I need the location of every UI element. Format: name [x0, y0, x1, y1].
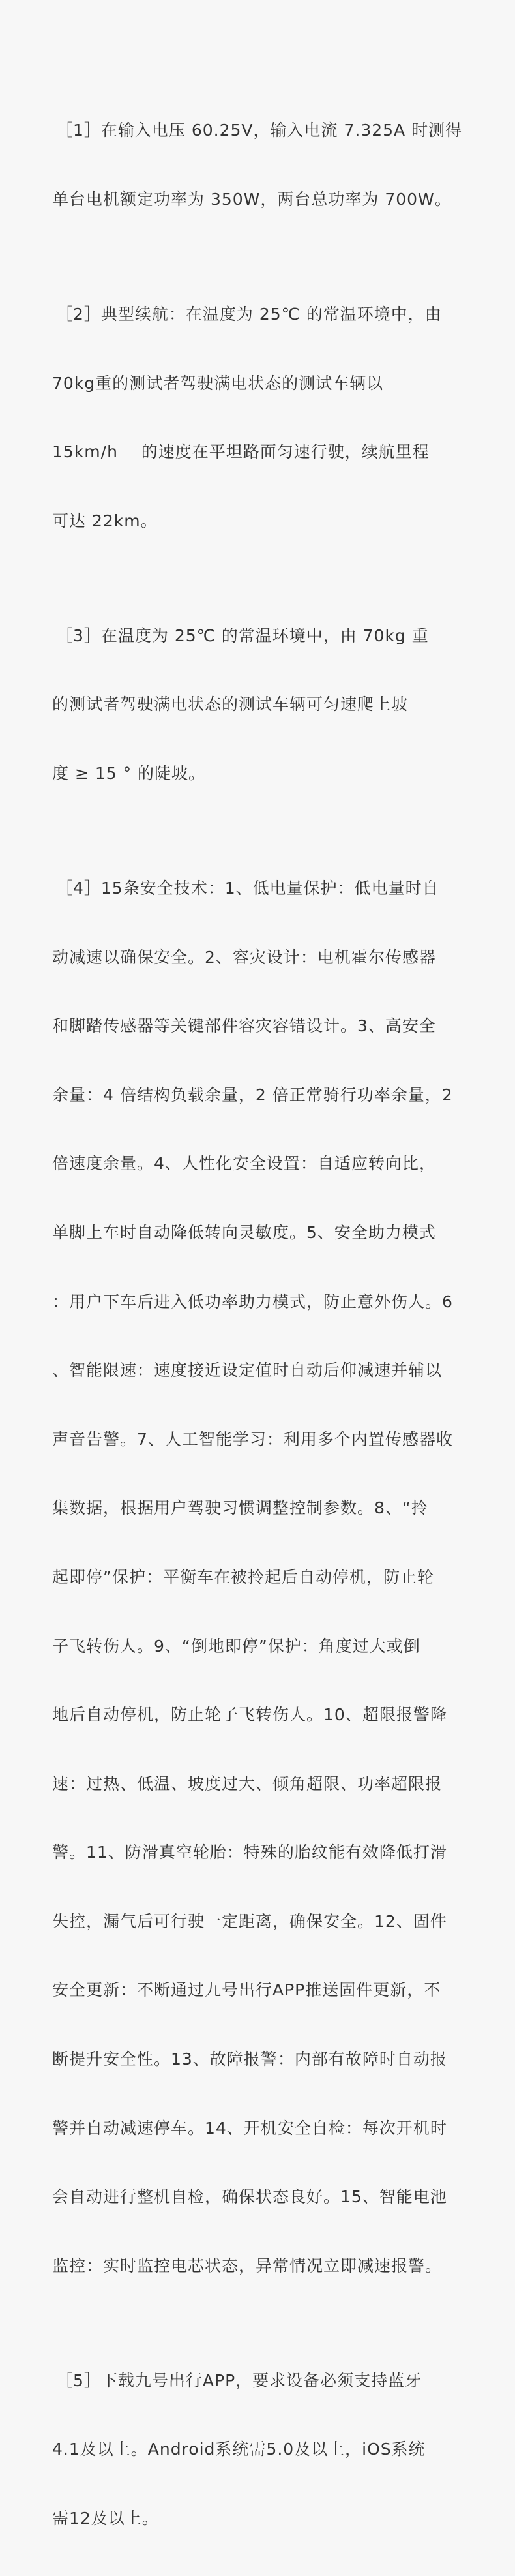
footnote-line: 倍速度余量。4、人性化安全设置：自适应转向比，: [52, 1154, 436, 1174]
footnote-1: [52, 73, 495, 257]
footnote-5: [52, 2323, 495, 2575]
footnote-line: 动减速以确保安全。2、容灾设计：电机霍尔传感器: [52, 947, 436, 967]
footnote-line: 需12及以上。: [52, 2509, 159, 2528]
footnote-line: 15km/h 的速度在平坦路面匀速行驶，续航里程: [52, 442, 430, 462]
footnote-line: 起即停”保护：平衡车在被拎起后自动停机，防止轮: [52, 1567, 434, 1586]
footnote-line: 70kg重的测试者驾驶满电状态的测试车辆以: [52, 373, 384, 393]
footnote-line: 地后自动停机，防止轮子飞转伤人。10、超限报警降: [52, 1705, 447, 1725]
footnote-line: 监控：实时监控电芯状态，异常情况立即减速报警。: [52, 2256, 443, 2275]
footnote-line: 4.1及以上。Android系统需5.0及以上，iOS系统: [52, 2440, 426, 2459]
footnote-line: ［5］下载九号出行APP，要求设备必须支持蓝牙: [56, 2371, 422, 2390]
footnote-line: ［1］在输入电压 60.25V，输入电流 7.325A 时测得: [56, 121, 463, 140]
footnote-line: 单脚上车时自动降低转向灵敏度。5、安全助力模式: [52, 1222, 436, 1242]
footnote-line: 余量：4 倍结构负载余量，2 倍正常骑行功率余量，2: [52, 1085, 453, 1104]
footnote-line: 集数据，根据用户驾驶习惯调整控制参数。8、“拎: [52, 1498, 428, 1518]
footnote-line: 可达 22km。: [52, 511, 158, 530]
footnote-line: 警并自动减速停车。14、开机安全自检：每次开机时: [52, 2118, 447, 2138]
footnote-3: [52, 578, 495, 830]
footnote-line: 声音告警。7、人工智能学习：利用多个内置传感器收: [52, 1429, 453, 1449]
footnote-line: 度 ≥ 15 ° 的陡坡。: [52, 763, 206, 783]
footnote-line: ［3］在温度为 25℃ 的常温环境中，由 70kg 重: [56, 626, 429, 645]
footnote-line: ：用户下车后进入低功率助力模式，防止意外伤人。6: [52, 1292, 453, 1311]
footnote-line: 单台电机额定功率为 350W，两台总功率为 700W。: [52, 190, 452, 209]
footnote-line: ［4］15条安全技术：1、低电量保护：低电量时自: [56, 878, 439, 898]
footnote-line: 失控，漏气后可行驶一定距离，确保安全。12、固件: [52, 1911, 447, 1931]
footnote-line: 速：过热、低温、坡度过大、倾角超限、功率超限报: [52, 1774, 443, 1793]
footnote-line: 和脚踏传感器等关键部件容灾容错设计。3、高安全: [52, 1016, 436, 1036]
footnote-line: 子飞转伤人。9、“倒地即停”保护：角度过大或倒: [52, 1636, 420, 1656]
footnote-line: 、智能限速：速度接近设定值时自动后仰减速并辅以: [52, 1361, 443, 1380]
footnote-line: 安全更新：不断通过九号出行APP推送固件更新，不: [52, 1980, 441, 2000]
footnote-line: 断提升安全性。13、故障报警：内部有故障时自动报: [52, 2050, 447, 2069]
footnote-2: [52, 257, 495, 579]
footnote-line: 警。11、防滑真空轮胎：特殊的胎纹能有效降低打滑: [52, 1843, 447, 1862]
footnote-line: 会自动进行整机自检，确保状态良好。15、智能电池: [52, 2187, 447, 2207]
footnote-line: 的测试者驾驶满电状态的测试车辆可匀速爬上坡: [52, 695, 409, 714]
footnotes: [52, 73, 495, 2576]
footnote-line: ［2］典型续航：在温度为 25℃ 的常温环境中，由: [56, 305, 442, 324]
footnote-4: [52, 831, 495, 2324]
